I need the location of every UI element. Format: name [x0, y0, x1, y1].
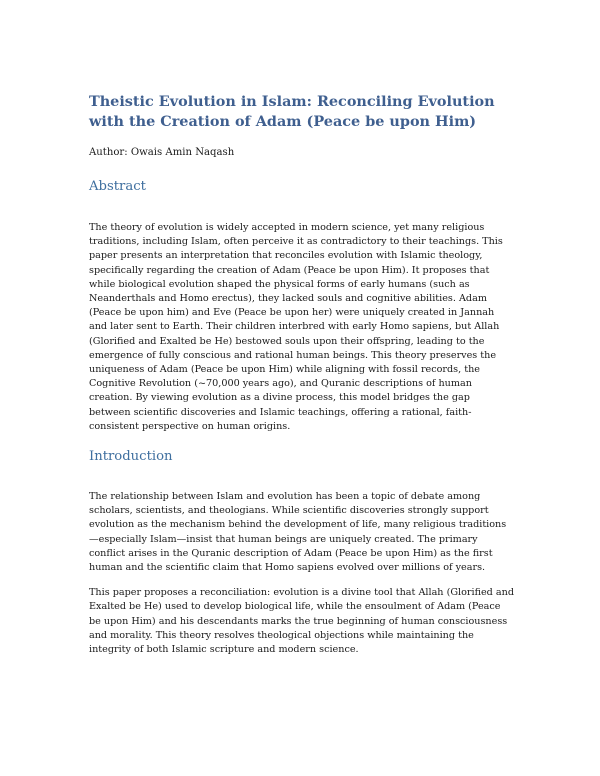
abstract-paragraph: The theory of evolution is widely accepted in modern science, yet many religious traditions, including Islam, often perceive it as contradictory to their teachings. This paper presents an interpretation that reconciles evolution with Islamic theology, specifically regarding the creation of Adam (Peace be upon Him). It proposes that while biological evolution shaped the physical forms of early humans (such as Neanderthals and Homo erectus), they lacked souls and cognitive abilities. Adam (Peace be upon him) and Eve (Peace be upon her) were uniquely created in Jannah and later sent to Earth. Their children interbred with early Homo sapiens, but Allah (Glorified and Exalted be He) bestowed souls upon their offspring, leading to the emergence of fully conscious and rational human beings. This theory preserves the uniqueness of Adam (Peace be upon Him) while aligning with fossil records, the Cognitive Revolution (~70,000 years ago), and Quranic descriptions of human creation. By viewing evolution as a divine process, this model bridges the gap between scientific discoveries and Islamic teachings, offering a rational, faith-consistent perspective on human origins. [89, 222, 503, 432]
author-line: Author: Owais Amin Naqash [89, 147, 235, 158]
introduction-paragraph: The relationship between Islam and evolution has been a topic of debate among scholars, scientists, and theologians. While scientific discoveries strongly support evolution as the mechanism behind the development of life, many religious traditions—especially Islam—insist that human beings are uniquely created. The primary conflict arises in the Quranic description of Adam (Peace be upon Him) as the first human and the scientific claim that Homo sapiens evolved over millions of years. [89, 491, 507, 574]
introduction-heading: Introduction [89, 449, 173, 465]
introduction-paragraph: This paper proposes a reconciliation: evolution is a divine tool that Allah (Glorified and Exalted be He) used to develop biological life, while the ensoulment of Adam (Peace be upon Him) and his descendants marks the true beginning of human consciousness and morality. This theory resolves theological objections while maintaining the integrity of both Islamic scripture and modern science. [89, 587, 514, 656]
paper-title: Theistic Evolution in Islam: Reconciling Evolution with the Creation of Adam (Peace be upon Him) [89, 93, 495, 130]
abstract-heading: Abstract [89, 179, 146, 194]
document-page [89, 92, 514, 657]
